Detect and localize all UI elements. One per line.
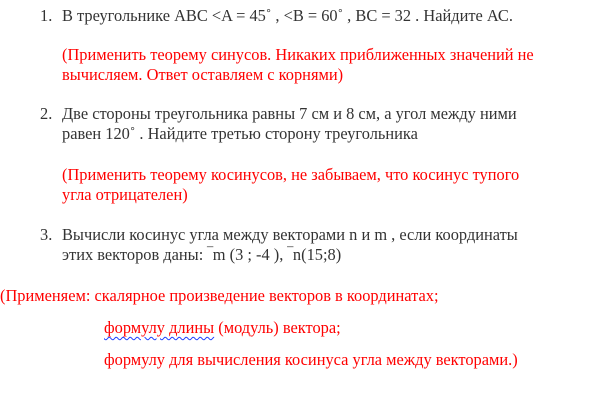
task-2-number: 2. bbox=[40, 104, 53, 123]
task-3-hint-line-2-rest: (модуль) вектора; bbox=[214, 318, 341, 337]
task-1-number: 1. bbox=[40, 6, 53, 25]
task-1-text: В треугольнике АВС <A = 45˚ , <B = 60˚ , BC = 32 . Найдите АС. bbox=[62, 6, 513, 25]
task-3-hint-line-3: формулу для вычисления косинуса угла между векторами.) bbox=[104, 350, 518, 369]
task-3-text-line-2: этих векторов даны: ‾m (3 ; -4 ), ‾n(15;8) bbox=[62, 245, 342, 264]
task-3-number: 3. bbox=[40, 225, 53, 244]
task-3-hint-line-2 bbox=[104, 318, 341, 338]
task-2-text-line-1: Две стороны треугольника равны 7 см и 8 см, а угол между ними bbox=[62, 104, 517, 123]
task-2-text-line-2: равен 120˚ . Найдите третью сторону треугольника bbox=[62, 124, 418, 143]
task-3-hint-line-1: (Применяем: скалярное произведение векторов в координатах; bbox=[0, 286, 439, 305]
task-1-hint-line-2: вычисляем. Ответ оставляем с корнями) bbox=[62, 65, 344, 84]
task-2-hint-line-2: угла отрицателен) bbox=[62, 185, 188, 204]
task-1-hint-line-1: (Применить теорему синусов. Никаких приближенных значений не bbox=[62, 45, 534, 64]
spellcheck-underlined-phrase: формулу длины bbox=[104, 318, 215, 337]
task-3-text-line-1: Вычисли косинус угла между векторами n и m , если координаты bbox=[62, 225, 518, 244]
task-2-hint-line-1: (Применить теорему косинусов, не забываем, что косинус тупого bbox=[62, 165, 520, 184]
